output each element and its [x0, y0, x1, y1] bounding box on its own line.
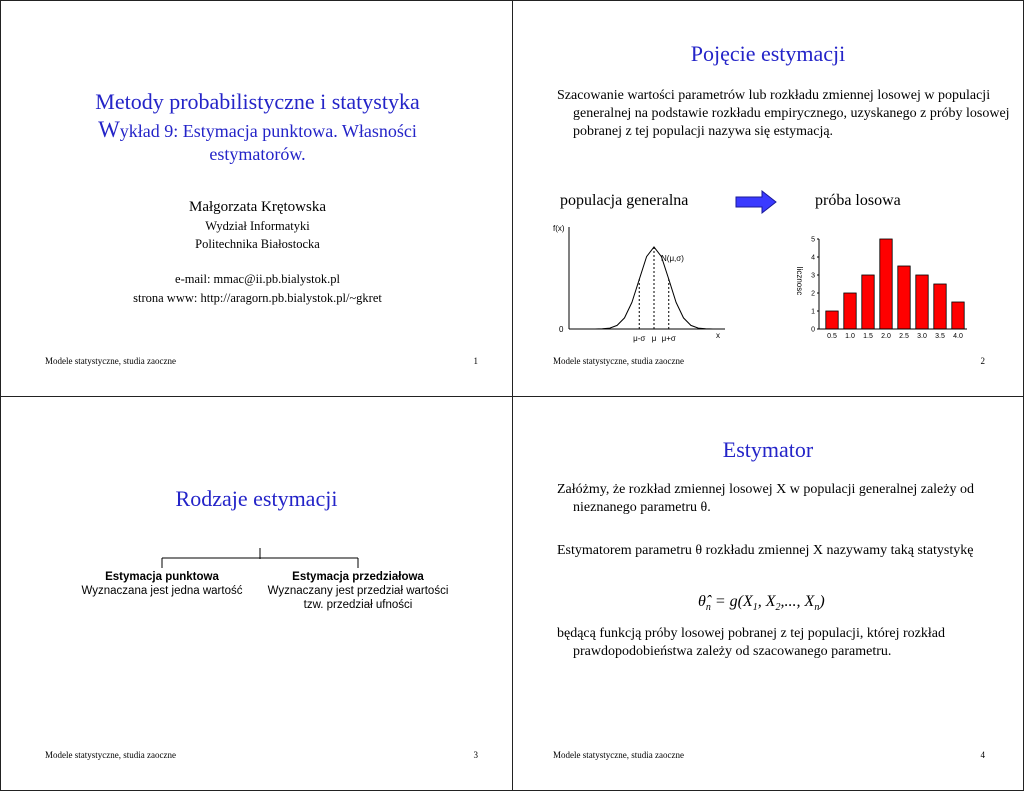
x-tick-label: 4.0 — [953, 333, 963, 340]
sample-label: próba losowa — [815, 192, 901, 209]
x-tick-label: μ-σ — [633, 334, 646, 343]
definition-paragraph: Szacowanie wartości parametrów lub rozkładu zmiennej losowej w populacji generalnej na podstawie rozkładu empirycznego, uzyskanego z próby losowej pobranej z tej populacji nazywa się estymacją. — [557, 88, 1010, 139]
estimator-definition: Estymatorem parametru θ rozkładu zmiennej X nazywamy taką statystykę — [557, 543, 974, 558]
formula-sub-n: n — [705, 602, 711, 614]
slide-footer: Modele statystyczne, studia zaoczne — [553, 356, 684, 366]
title-line-2-initial: W — [98, 116, 120, 142]
y-axis-label: licznosc — [795, 266, 804, 296]
x-tick-label: μ+σ — [661, 334, 676, 343]
histogram-bar — [916, 275, 928, 329]
y-tick-label: 0 — [811, 326, 815, 334]
histogram-bar — [952, 302, 964, 329]
page-number: 3 — [473, 750, 478, 760]
department: Wydział Informatyki — [205, 219, 310, 233]
title-line-1: Metody probabilistyczne i statystyka — [95, 89, 420, 114]
y-axis-label: f(x) — [553, 224, 565, 233]
formula-sub-2: 2 — [775, 602, 781, 614]
slide-footer: Modele statystyczne, studia zaoczne — [45, 356, 176, 366]
histogram-bar — [862, 275, 874, 329]
page-number: 2 — [980, 356, 985, 366]
interval-estimation-title: Estymacja przedziałowa — [292, 571, 424, 583]
slide-2-heading: Pojęcie estymacji — [690, 41, 846, 66]
histogram-bar — [826, 311, 838, 329]
slide-1-title — [1, 89, 514, 166]
formula-end: ) — [819, 593, 825, 610]
slide-3 — [0, 396, 513, 791]
x-tick-label: 0.5 — [827, 333, 837, 340]
y-tick-label: 1 — [811, 308, 815, 316]
university: Politechnika Białostocka — [195, 237, 320, 251]
email: e-mail: mmac@ii.pb.bialystok.pl — [175, 272, 340, 286]
population-label: populacja generalna — [560, 192, 689, 209]
histogram-bar — [880, 239, 892, 329]
interval-estimation-node — [253, 570, 463, 612]
page-number: 1 — [473, 356, 478, 366]
y-zero-label: 0 — [559, 325, 564, 334]
point-estimation-desc: Wyznaczana jest jedna wartość — [81, 585, 243, 597]
y-tick-label: 4 — [811, 254, 815, 262]
slide-4 — [512, 396, 1024, 791]
x-tick-label: 1.0 — [845, 333, 855, 340]
y-tick-label: 3 — [811, 272, 815, 280]
histogram-bar — [934, 284, 946, 329]
x-tick-label: 2.0 — [881, 333, 891, 340]
formula-mid-1: , X — [757, 593, 776, 610]
formula-mid-2: ,..., X — [780, 593, 815, 610]
histogram-chart — [789, 231, 963, 346]
page-number: 4 — [980, 750, 985, 760]
normal-distribution-chart — [545, 219, 735, 349]
histogram-bar — [844, 293, 856, 329]
title-line-3: estymatorów. — [209, 143, 306, 164]
x-tick-label: μ — [651, 334, 657, 343]
y-tick-label: 5 — [811, 236, 815, 244]
formula-sub-last: n — [814, 602, 820, 614]
author-name: Małgorzata Krętowska — [188, 199, 327, 215]
x-tick-label: 1.5 — [863, 333, 873, 340]
x-tick-label: 3.5 — [935, 333, 945, 340]
slide-2 — [512, 0, 1024, 397]
website: strona www: http://aragorn.pb.bialystok.pl/~gkret — [133, 291, 382, 305]
estimator-description: będącą funkcją próby losowej pobranej z tej populacji, której rozkład prawdopodobieństwa zależy od szacowanego parametru. — [557, 626, 945, 659]
estimator-formula — [698, 593, 825, 613]
title-line-2 — [1, 116, 514, 144]
arrow-icon — [735, 190, 777, 214]
x-tick-label: 3.0 — [917, 333, 927, 340]
histogram-bar — [898, 266, 910, 329]
slide-4-heading: Estymator — [722, 437, 814, 462]
curve-label: N(μ,σ) — [661, 254, 684, 263]
interval-estimation-desc-1: Wyznaczany jest przedział wartości — [267, 585, 449, 597]
title-line-2-rest: ykład 9: Estymacja punktowa. Własności — [119, 120, 417, 141]
y-tick-label: 2 — [811, 290, 815, 298]
interval-estimation-desc-2: tzw. przedział ufności — [303, 599, 413, 611]
slide-3-heading: Rodzaje estymacji — [175, 486, 338, 511]
point-estimation-node — [61, 570, 263, 598]
formula-sub-1: 1 — [752, 602, 758, 614]
x-tick-label: 2.5 — [899, 333, 909, 340]
slide-footer: Modele statystyczne, studia zaoczne — [553, 750, 684, 760]
x-axis-label: x — [716, 331, 720, 340]
point-estimation-title: Estymacja punktowa — [105, 571, 219, 583]
formula-eq: = g(X — [710, 593, 753, 610]
slide-footer: Modele statystyczne, studia zaoczne — [45, 750, 176, 760]
slide-1 — [0, 0, 513, 397]
formula-theta-hat: θ̂ — [698, 593, 706, 610]
assumption-paragraph: Załóżmy, że rozkład zmiennej losowej X w populacji generalnej zależy od nieznanego parametru θ. — [557, 482, 974, 515]
